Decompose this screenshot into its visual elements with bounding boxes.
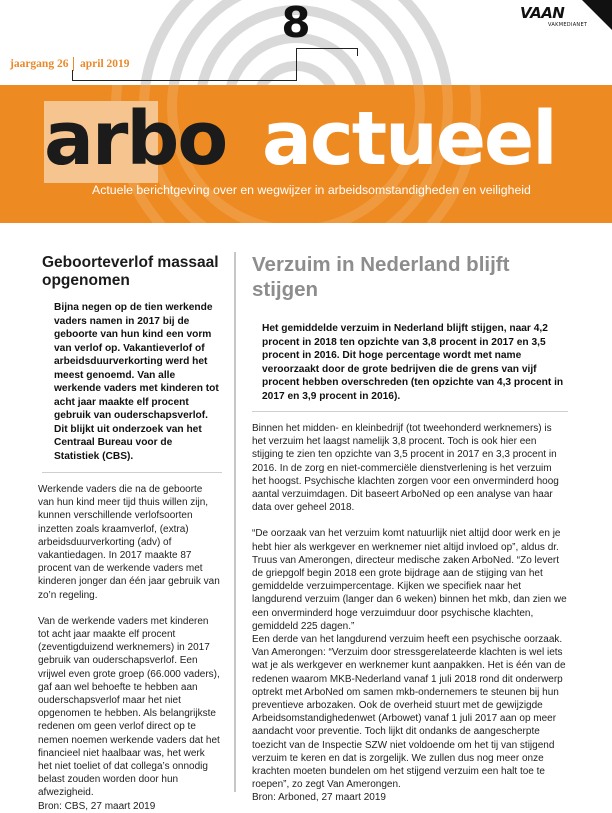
issue-number: 8: [281, 0, 311, 47]
publisher-logo-text: VAAN: [520, 4, 565, 22]
issue-bracket-left: [72, 70, 73, 80]
issue-bracket-bottom: [72, 80, 296, 81]
article-right-headline: Verzuim in Nederland blijft stijgen: [252, 253, 510, 301]
article-left-lead: Bijna negen op de tien werkende vaders namen in 2017 bij de geboorte van hun kind een vorm van verlof op. Vakantieverlof of arbeidsduurverkorting werd het meest genoemd. Van alle werkende vaders met kinderen tot acht jaar maakte elf procent gebruik van ouderschapsverlof. Dit blijkt uit onderzoek van het Centraal Bureau voor de Statistiek (CBS).: [54, 302, 219, 462]
article-left-headline: Geboorteverlof massaal opgenomen: [42, 254, 219, 289]
issue-bracket-right: [357, 48, 358, 56]
article-left-rule: [42, 472, 222, 473]
article-right: [252, 252, 568, 805]
article-left-source: Bron: CBS, 27 maart 2019: [38, 800, 156, 812]
tagline: Actuele berichtgeving over en wegwijzer in arbeidsomstandigheden en veiligheid: [92, 183, 531, 197]
masthead: [0, 0, 612, 85]
publisher-logo-subtext: VAKMEDIANET: [548, 22, 588, 28]
column-divider: [234, 252, 236, 792]
publisher-logo: [520, 4, 604, 28]
article-right-lead: Het gemiddelde verzuim in Nederland blijft stijgen, naar 4,2 procent in 2018 ten opzichte van 3,8 procent in 2017 en 3,5 procent in 2016. Dit hoge percentage wordt met name veroorzaakt door de grote bedrijven die de grens van vijf procent hebben overschreden (ten opzichte van 4,3 procent in 2017 en 3,9 procent in 2016).: [262, 323, 564, 402]
issue-bracket-stem: [296, 48, 297, 81]
article-right-paragraph: “De oorzaak van het verzuim komt natuurlijk niet altijd door werk en je hebt hier als werkgever en werknemer niet altijd invloed op”, aldus dr. Truus van Amerongen, directeur medische zaken ArboNed. “Zo levert de griepgolf begin 2018 een grote bijdrage aan de stijging van het gemiddelde verzuimpercentage. Kijken we specifiek naar het langdurend verzuim (langer dan 6 weken) binnen het mkb, dan zien we een onverminderd hoge verzuimduur door psychische klachten, gemiddeld 225 dagen.”: [252, 528, 567, 632]
title-arbo: arbo: [44, 96, 227, 182]
article-right-source: Bron: Arboned, 27 maart 2019: [252, 792, 386, 804]
volume-label: jaargang 26: [10, 58, 69, 70]
article-right-paragraph: Een derde van het langdurend verzuim heeft een psychische oorzaak. Van Amerongen: “Verzuim door stressgerelateerde klachten is wel iets wat je als werkgever en werknemer kunt aanpakken. Het is één van de redenen waarom MKB-Nederland vanaf 1 juli 2018 rond dit onderwerp optrekt met ArboNed om samen mkb-ondernemers te steunen bij hun preventieve arbozaken. Ook de overheid stuurt met de gewijzigde Arbeidsomstandighedenwet (Arbowet) vanaf 1 juli 2017 aan op meer aandacht voor preventie. Toch lijkt dit ondanks de aangescherpte toezicht van de Inspectie SZW niet voldoende om het tij van stijgend verzuim te keren en dat is zorgelijk. We zullen dus nog meer onze krachten moeten bundelen om het stijgend verzuim een halt toe te roepen”, zo zegt Van Amerongen.: [252, 634, 566, 791]
article-left-paragraph: Van de werkende vaders met kinderen tot acht jaar maakte elf procent (zeventigduizend werknemers) in 2017 gebruik van ouderschapsverlof. Een vrijwel even grote groep (66.000 vaders), gaf aan wel behoefte te hebben aan ouderschapsverlof maar het niet opgenomen te hebben. Als belangrijkste redenen om geen verlof direct op te nemen noemen werkende vaders dat het financieel niet haalbaar was, het werk het niet toeliet of dat collega’s onnodig belast zouden worden door hun afwezigheid.: [38, 615, 220, 799]
article-right-rule: [252, 411, 568, 412]
article-left-paragraph: Werkende vaders die na de geboorte van hun kind meer tijd thuis willen zijn, kunnen verschillende verlofsoorten inzetten zoals kraamverlof, (extra) arbeidsduurverkorting (adv) of vakantiedagen. In 2017 maakte 87 procent van de werkende vaders met kinderen jonger dan één jaar gebruik van zo’n regeling.: [38, 484, 220, 601]
issue-bracket-top: [296, 48, 358, 49]
article-left: [38, 254, 220, 813]
issue-date: april 2019: [80, 58, 130, 70]
title-actueel: actueel: [262, 96, 556, 182]
title-banner: [0, 85, 612, 223]
meta-separator: [73, 57, 74, 71]
article-right-paragraph: Binnen het midden- en kleinbedrijf (tot tweehonderd werknemers) is het verzuim het laagst namelijk 3,8 procent. Toch is ook hier een stijging te zien ten opzichte van 3,5 procent in 2017 en 3,3 procent in 2016. In de zorg en niet-commerciële dienstverlening is het verzuim het hoogst. Psychische klachten zorgen voor een onverminderd hoog aantal verzuimdagen. Dit baseert ArboNed op een analyse van haar data over geheel 2018.: [252, 423, 559, 514]
